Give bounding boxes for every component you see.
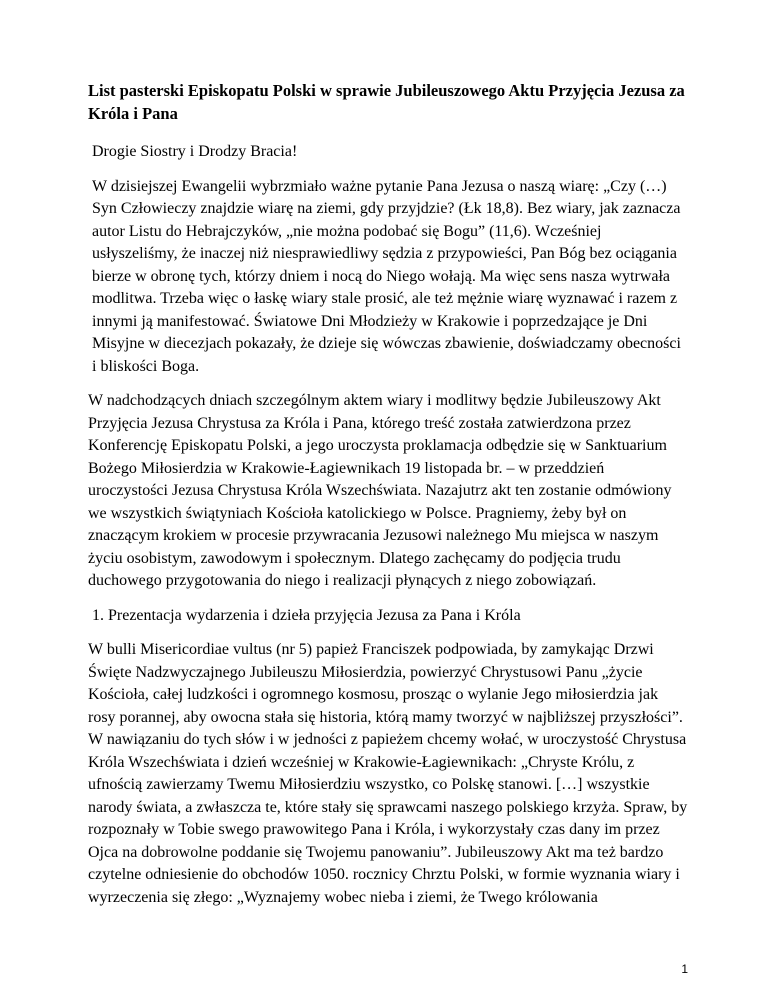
document-body xyxy=(88,80,688,921)
section-heading: 1. Prezentacja wydarzenia i dzieła przyjęcia Jezusa za Pana i Króla xyxy=(92,606,521,624)
paragraph-2: W nadchodzących dniach szczególnym aktem wiary i modlitwy będzie Jubileuszowy Akt Przyjęcia Jezusa Chrystusa za Króla i Pana, którego treść została zatwierdzona przez Konferencję Episkopatu Polski, a jego uroczysta proklamacja odbędzie się w Sanktuarium Bożego Miłosierdzia w Krakowie-Łagiewnikach 19 listopada br. – w przeddzień uroczystości Jezusa Chrystusa Króla Wszechświata. Nazajutrz akt ten zostanie odmówiony we wszystkich świątyniach Kościoła katolickiego w Polsce. Pragniemy, żeby był on znaczącym krokiem w procesie przywracania Jezusowi należnego Mu miejsca w naszym życiu osobistym, zawodowym i społecznym. Dlatego zachęcamy do podjęcia trudu duchowego przygotowania do niego i realizacji płynących z niego zobowiązań. xyxy=(88,392,672,589)
paragraph-1: W dzisiejszej Ewangelii wybrzmiało ważne pytanie Pana Jezusa o naszą wiarę: „Czy (…) Syn Człowieczy znajdzie wiarę na ziemi, gdy przyjdzie? (Łk 18,8). Bez wiary, jak zaznacza autor Listu do Hebrajczyków, „nie można podobać się Bogu” (11,6). Wcześniej usłyszeliśmy, że inaczej niż niesprawiedliwy sędzia z przypowieści, Pan Bóg bez ociągania bierze w obronę tych, którzy dniem i nocą do Niego wołają. Ma więc sens nasza wytrwała modlitwa. Trzeba więc o łaskę wiary stale prosić, ale też mężnie wiarę wyznawać i razem z innymi ją manifestować. Światowe Dni Młodzieży w Krakowie i poprzedzające je Dni Misyjne w diecezjach pokazały, że dzieje się wówczas zbawienie, doświadczamy obecności i bliskości Boga. xyxy=(92,177,681,375)
greeting: Drogie Siostry i Drodzy Bracia! xyxy=(92,143,298,160)
page-number: 1 xyxy=(681,962,688,976)
document-title: List pasterski Episkopatu Polski w sprawie Jubileuszowego Aktu Przyjęcia Jezusa za Króla i Pana xyxy=(88,81,685,123)
section-paragraph: W bulli Misericordiae vultus (nr 5) papież Franciszek podpowiada, by zamykając Drzwi Święte Nadzwyczajnego Jubileuszu Miłosierdzia, powierzyć Chrystusowi Panu „życie Kościoła, całej ludzkości i ogromnego kosmosu, prosząc o wylanie Jego miłosierdzia jak rosy porannej, aby owocna stała się historia, którą mamy tworzyć w najbliższej przyszłości”. W nawiązaniu do tych słów i w jedności z papieżem chcemy wołać, w uroczystość Chrystusa Króla Wszechświata i dzień wcześniej w Krakowie-Łagiewnikach: „Chryste Królu, z ufnością zawierzamy Twemu Miłosierdziu wszystko, co Polskę stanowi. […] wszystkie narody świata, a zwłaszcza te, które stały się sprawcami naszego polskiego krzyża. Spraw, by rozpoznały w Tobie swego prawowitego Pana i Króla, i wykorzystały czas dany im przez Ojca na dobrowolne poddanie się Twojemu panowaniu”. Jubileuszowy Akt ma też bardzo czytelne odniesienie do obchodów 1050. rocznicy Chrztu Polski, w formie wyznania wiary i wyrzeczenia się złego: „Wyznajemy wobec nieba i ziemi, że Twego królowania xyxy=(88,641,688,906)
